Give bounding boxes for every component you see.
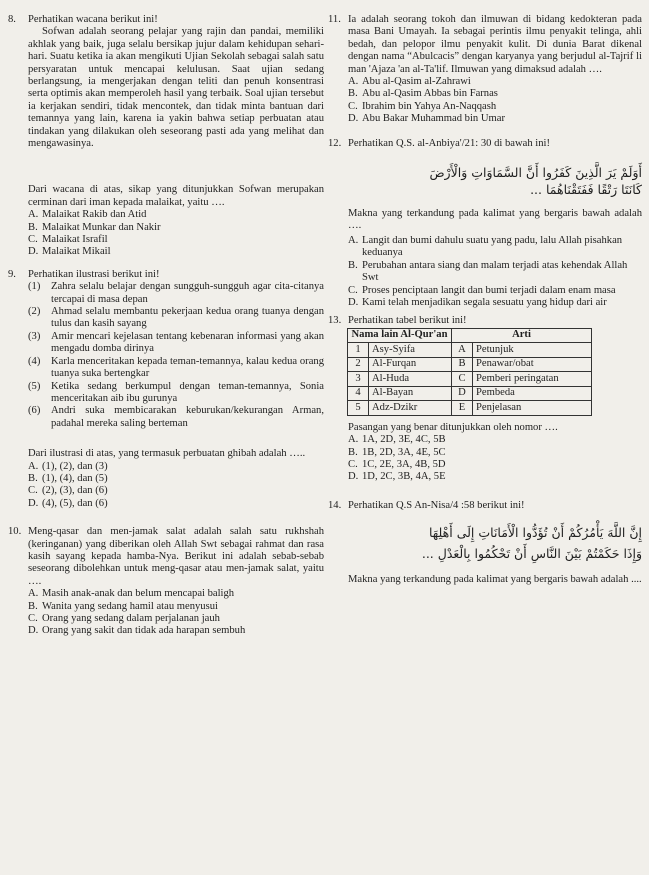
question-text: Dari ilustrasi di atas, yang termasuk perbuatan ghibah adalah ….. — [28, 448, 306, 460]
question-text: Makna yang terkandung pada kalimat yang bergaris bawah adalah …. — [348, 208, 642, 232]
right-column — [328, 14, 642, 587]
question-14 — [328, 500, 642, 587]
table-header-row — [348, 328, 592, 343]
option-a[interactable]: A. Malaikat Rakib dan Atid — [28, 209, 147, 221]
passage: Sofwan adalah seorang pelajar yang rajin dan pandai, memiliki akhlak yang baik, juga selalu bersikap jujur dalam kehidupan sehari-hari. Suatu ketika ia akan mengikuti Ujian Sekolah sebagai salah satu persyaratan untuk mencapai kelulusan. Saat ujian sedang berlangsung, ia mengerjakan dengan teliti dan penuh konsentrasi serta optimis akan memperoleh hasil yang terbaik. Soal ujian tersebut ia kerjakan sendiri, tidak mencontek, dan tidak minta bantuan dari temannya yang lain, karena ia yakin bahwa setiap perbuatan atau tindakan yang dilakukan oleh seseorang pasti ada yang melihat dan mengawasinya. — [28, 26, 324, 150]
option-c[interactable]: C. (2), (3), dan (6) — [28, 485, 108, 497]
question-13-answers — [348, 422, 642, 484]
quran-names-table — [347, 328, 592, 416]
option-c[interactable]: C. 1C, 2E, 3A, 4B, 5D — [348, 458, 446, 470]
question-13 — [328, 315, 642, 327]
illustration-item: (6) Andri suka membicarakan keburukan/kekurangan Arman, padahal mereka saling berteman — [28, 405, 324, 429]
option-b[interactable]: B. Malaikat Munkar dan Nakir — [28, 221, 161, 233]
question-12 — [328, 138, 642, 310]
option-a[interactable]: A. Langit dan bumi dahulu suatu yang padu, lalu Allah pisahkan keduanya — [348, 234, 623, 259]
question-number: 9. — [8, 268, 16, 280]
arabic-verse-line: أَوَلَمْ يَرَ الَّذِينَ كَفَرُوا أَنَّ السَّمَاوَاتِ وَالْأَرْضَ — [429, 165, 642, 181]
option-d[interactable]: D. Kami telah menjadikan segala sesuatu yang hidup dari air — [348, 296, 607, 308]
question-number: 13. — [328, 315, 342, 327]
question-8 — [8, 14, 324, 259]
passage: Meng-qasar dan men-jamak salat adalah salah satu rukhshah (keringanan) yang diberikan oleh Allah Swt sebagai rahmat dan rasa kasih sayang kepada hamba-Nya. Berikut ini adalah sebab-sebab seseorang dibolehkan untuk meng-qasar atau men-jamak salat, yaitu …. — [28, 526, 324, 587]
illustration-item: (5) Ketika sedang berkumpul dengan teman-temannya, Sonia menceritakan aib ibu gurunya — [28, 380, 324, 404]
question-9 — [8, 269, 324, 510]
illustration-item: (4) Karla menceritakan kepada teman-temannya, kalau kedua orang tuanya suka bertengkar — [28, 355, 324, 380]
table-header: Arti — [452, 328, 592, 343]
question-10 — [8, 526, 324, 638]
question-intro: Perhatikan ilustrasi berikut ini! — [28, 268, 160, 280]
option-c[interactable]: C. Malaikat Israfil — [28, 234, 108, 246]
question-number: 10. — [8, 526, 22, 538]
option-d[interactable]: D. (4), (5), dan (6) — [28, 497, 108, 509]
option-d[interactable]: D. Orang yang sakit dan tidak ada harapan sembuh — [28, 625, 246, 637]
table-row: 5 Adz-Dzikr E Penjelasan — [348, 401, 592, 416]
option-b[interactable]: B. Perubahan antara siang dan malam terjadi atas kehendak Allah Swt — [348, 259, 628, 284]
table-row: 3 Al-Huda C Pemberi peringatan — [348, 372, 592, 387]
option-b[interactable]: B. 1B, 2D, 3A, 4E, 5C — [348, 446, 446, 458]
question-intro: Perhatikan Q.S. al-Anbiya'/21: 30 di bawah ini! — [348, 137, 550, 149]
arabic-verse-line: وَإِذَا حَكَمْتُمْ بَيْنَ النَّاسِ أَنْ تَحْكُمُوا بِالْعَدْلِ ... — [421, 546, 642, 562]
table-header: Nama lain Al-Qur'an — [348, 328, 452, 343]
question-intro: Perhatikan wacana berikut ini! — [28, 14, 158, 25]
option-c[interactable]: C. Ibrahim bin Yahya An-Naqqash — [348, 100, 497, 112]
left-column — [8, 14, 324, 638]
question-text: Makna yang terkandung pada kalimat yang bergaris bawah adalah .... — [348, 574, 642, 586]
option-d[interactable]: D. Malaikat Mikail — [28, 246, 111, 258]
question-intro: Perhatikan Q.S An-Nisa/4 :58 berikut ini! — [348, 499, 525, 511]
table-row: 2 Al-Furqan B Penawar/obat — [348, 357, 592, 372]
question-number: 12. — [328, 137, 342, 149]
option-b[interactable]: B. (1), (4), dan (5) — [28, 472, 108, 484]
option-a[interactable]: A. Abu al-Qasim al-Zahrawi — [348, 76, 471, 88]
arabic-verse-line: إِنَّ اللَّهَ يَأْمُرُكُمْ أَنْ تُؤَدُّوا الْأَمَانَاتِ إِلَى أَهْلِهَا — [428, 525, 642, 541]
option-a[interactable]: A. Masih anak-anak dan belum mencapai baligh — [28, 588, 235, 600]
table-row: 4 Al-Bayan D Pembeda — [348, 386, 592, 401]
option-a[interactable]: A. 1A, 2D, 3E, 4C, 5B — [348, 434, 446, 446]
question-number: 11. — [328, 14, 341, 25]
passage: Ia adalah seorang tokoh dan ilmuwan di bidang kedokteran pada masa Bani Umayah. Ia sebagai perintis ilmu penyakit telinga, ahli bedah, dan pelopor ilmu penyakit kulit. Di dunia Barat dikenal dengan nama “Abulcacis” dengan karyanya yang berjudul al-Tajrif li man 'Ajaza 'an al-Ta'lif. Ilmuwan yang dimaksud adalah …. — [348, 14, 642, 75]
question-number: 14. — [328, 499, 342, 511]
question-text: Pasangan yang benar ditunjukkan oleh nomor …. — [348, 421, 558, 433]
question-intro: Perhatikan tabel berikut ini! — [348, 315, 467, 327]
table-row: 1 Asy-Syifa A Petunjuk — [348, 343, 592, 358]
illustration-item: (2) Ahmad selalu membantu pekerjaan kedua orang tuanya dengan tulus dan kasih sayang — [28, 306, 324, 330]
arabic-verse-line: كَانَتَا رَتْقًا فَفَتَقْنَاهُمَا ... — [530, 182, 642, 198]
question-11 — [328, 14, 642, 126]
option-c[interactable]: C. Proses penciptaan langit dan bumi terjadi dalam enam masa — [348, 284, 616, 296]
question-number: 8. — [8, 14, 16, 25]
option-d[interactable]: D. 1D, 2C, 3B, 4A, 5E — [348, 471, 446, 483]
option-c[interactable]: C. Orang yang sedang dalam perjalanan jauh — [28, 613, 220, 624]
illustration-item: (1) Zahra selalu belajar dengan sungguh-sungguh agar cita-citanya tercapai di masa depan — [28, 281, 324, 305]
option-b[interactable]: B. Wanita yang sedang hamil atau menyusui — [28, 600, 218, 612]
option-a[interactable]: A. (1), (2), dan (3) — [28, 460, 108, 472]
option-d[interactable]: D. Abu Bakar Muhammad bin Umar — [348, 113, 505, 125]
question-text: Dari wacana di atas, sikap yang ditunjukkan Sofwan merupakan cerminan dari iman kepada malaikat, yaitu …. — [28, 184, 324, 208]
illustration-item: (3) Amir mencari kejelasan tentang kebenaran informasi yang akan mengadu domba dirinya — [28, 330, 324, 355]
option-b[interactable]: B. Abu al-Qasim Abbas bin Farnas — [348, 88, 498, 100]
